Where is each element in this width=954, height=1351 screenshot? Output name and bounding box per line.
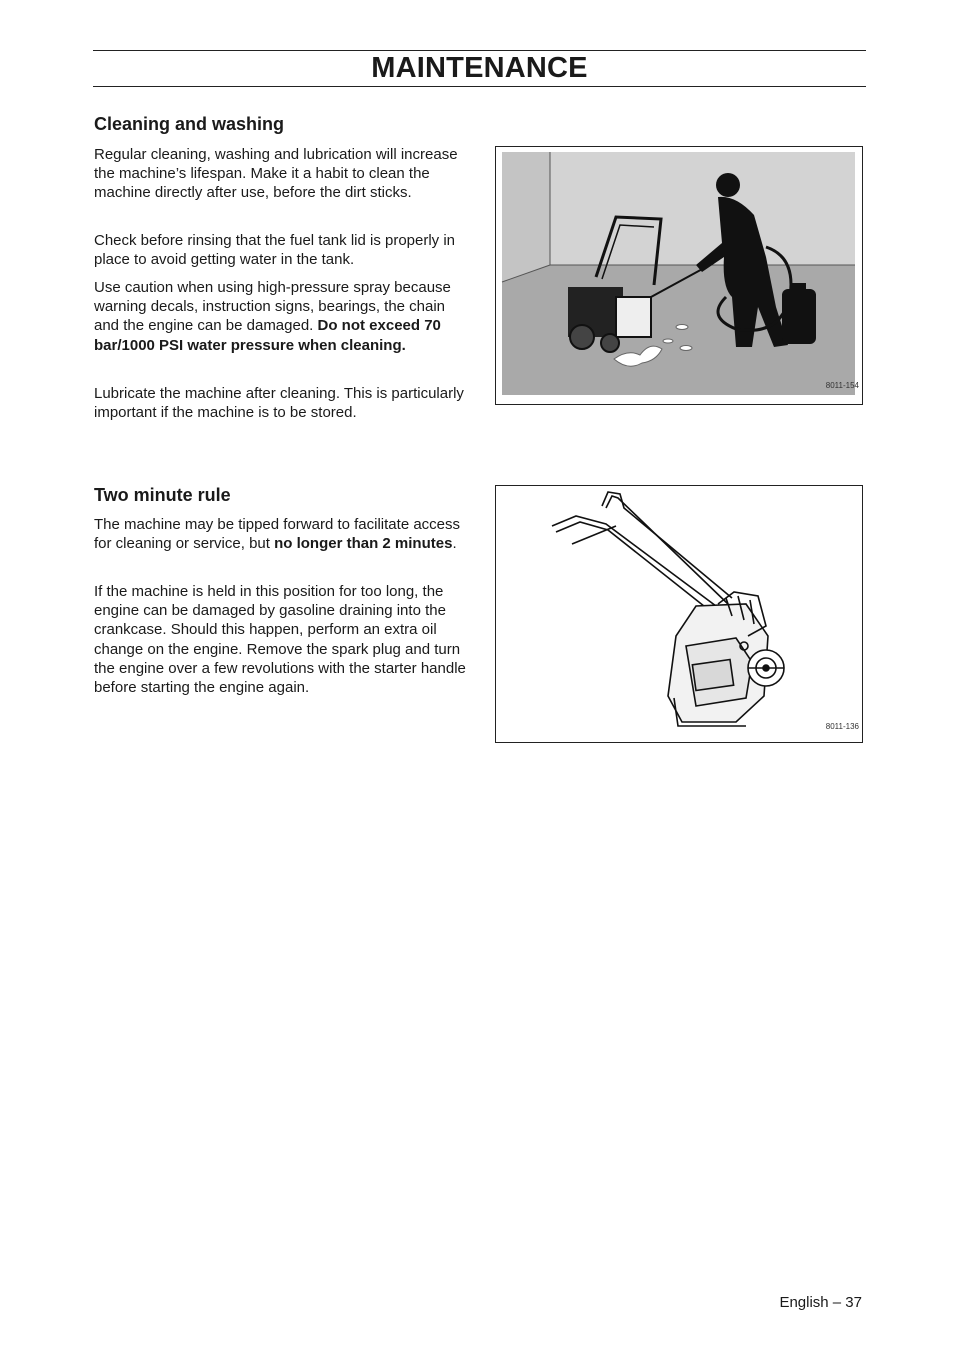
figure-code-tipped: 8011-136 [825, 722, 859, 731]
cleaning-paragraph-1: Regular cleaning, washing and lubrication will increase the machine’s lifespan. Make it a habit to clean the machine directly after use, before the dirt sticks. [94, 146, 458, 202]
figure-tipped-machine [495, 485, 863, 743]
washing-illustration [496, 147, 862, 404]
pressure-warning: Do not exceed 70 bar/1000 PSI water pressure when cleaning. [94, 317, 441, 354]
cleaning-paragraph-3 [94, 278, 466, 355]
section-heading-cleaning: Cleaning and washing [94, 114, 285, 134]
two-minute-paragraph-1-end: . [452, 535, 457, 553]
cleaning-paragraph-2: Check before rinsing that the fuel tank lid is properly in place to avoid getting water in the tank. [94, 232, 456, 269]
header-bottom-rule [93, 86, 866, 87]
cleaning-paragraph-3-text: Use caution when using high-pressure spray because warning decals, instruction signs, bearings, the chain and the engine can be damaged. [94, 279, 451, 335]
figure-washing-machine [495, 146, 863, 405]
page-footer: English – 37 [779, 1294, 862, 1311]
figure-code-washing: 8011-154 [825, 381, 859, 390]
two-minute-paragraph-2: If the machine is held in this position for too long, the engine can be damaged by gasoline draining into the crankcase. Should this happen, perform an extra oil change on the engine. Remove the spark plug and turn the engine over a few revolutions with the starter handle before starting the engine again. [94, 583, 466, 697]
two-minute-paragraph-1 [94, 515, 466, 553]
section-heading-two-minute-rule: Two minute rule [94, 485, 231, 505]
page-title: MAINTENANCE [371, 52, 588, 84]
cleaning-paragraph-4: Lubricate the machine after cleaning. This is particularly important if the machine is to be stored. [94, 385, 464, 422]
tipped-machine-illustration [496, 486, 862, 742]
time-limit-warning: no longer than 2 minutes [274, 535, 453, 553]
two-minute-paragraph-1-text: The machine may be tipped forward to facilitate access for cleaning or service, but [94, 516, 461, 553]
